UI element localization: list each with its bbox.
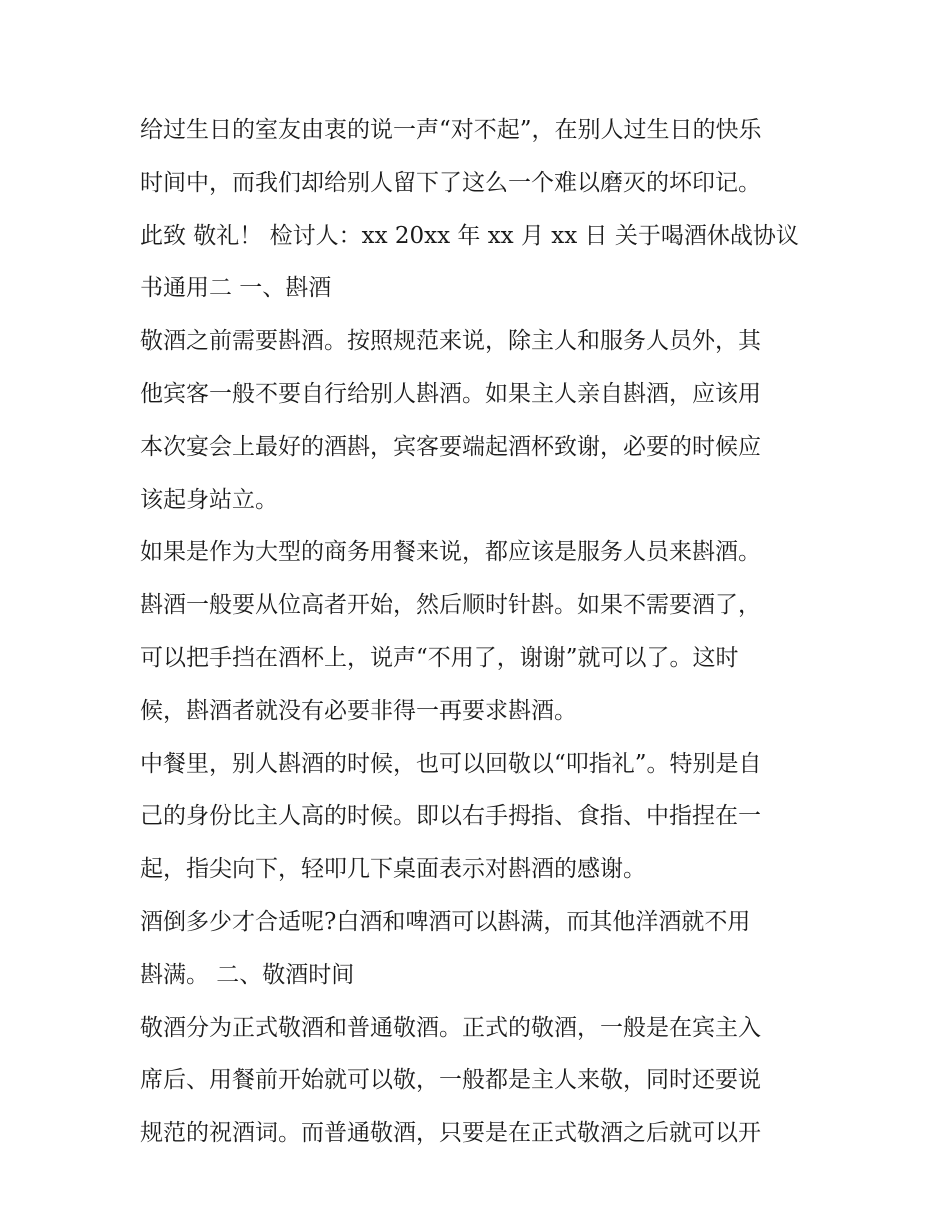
text-line: 起，指尖向下，轻叩几下桌面表示对斟酒的感谢。 [140,856,646,883]
text-line: 如果是作为大型的商务用餐来说，都应该是服务人员来斟酒。 [140,539,761,566]
text-line: 规范的祝酒词。而普通敬酒，只要是在正式敬酒之后就可以开 [140,1120,761,1147]
text-line: 敬酒分为正式敬酒和普通敬酒。正式的敬酒，一般是在宾主入 [140,1014,761,1041]
text-line: 席后、用餐前开始就可以敬，一般都是主人来敬，同时还要说 [140,1067,761,1094]
text-line: 中餐里，别人斟酒的时候，也可以回敬以“叩指礼”。特别是自 [140,750,762,777]
text-line: 他宾客一般不要自行给别人斟酒。如果主人亲自斟酒，应该用 [140,380,761,407]
text-line: 该起身站立。 [140,486,278,513]
text-line: 时间中，而我们却给别人留下了这么一个难以磨灭的坏印记。 [140,169,761,196]
text-line: 给过生日的室友由衷的说一声“对不起”，在别人过生日的快乐 [140,117,762,143]
text-line: 斟酒一般要从位高者开始，然后顺时针斟。如果不需要酒了， [140,592,761,619]
text-line: 本次宴会上最好的酒斟，宾客要端起酒杯致谢，必要的时候应 [140,433,761,460]
text-line: 己的身份比主人高的时候。即以右手拇指、食指、中指捏在一 [140,803,761,830]
document-body [140,104,820,1160]
text-line: 书通用二 一、斟酒 [140,275,332,302]
text-line: 酒倒多少才合适呢?白酒和啤酒可以斟满，而其他洋酒就不用 [140,908,751,935]
text-line: 此致 敬礼！ 检讨人：xx 20xx 年 xx 月 xx 日 关于喝酒休战协议 [140,222,799,249]
text-line: 敬酒之前需要斟酒。按照规范来说，除主人和服务人员外，其 [140,328,761,355]
text-line: 候，斟酒者就没有必要非得一再要求斟酒。 [140,697,577,724]
text-line: 斟满。 二、敬酒时间 [140,961,355,988]
text-line: 可以把手挡在酒杯上，说声“不用了，谢谢”就可以了。这时 [140,644,739,671]
